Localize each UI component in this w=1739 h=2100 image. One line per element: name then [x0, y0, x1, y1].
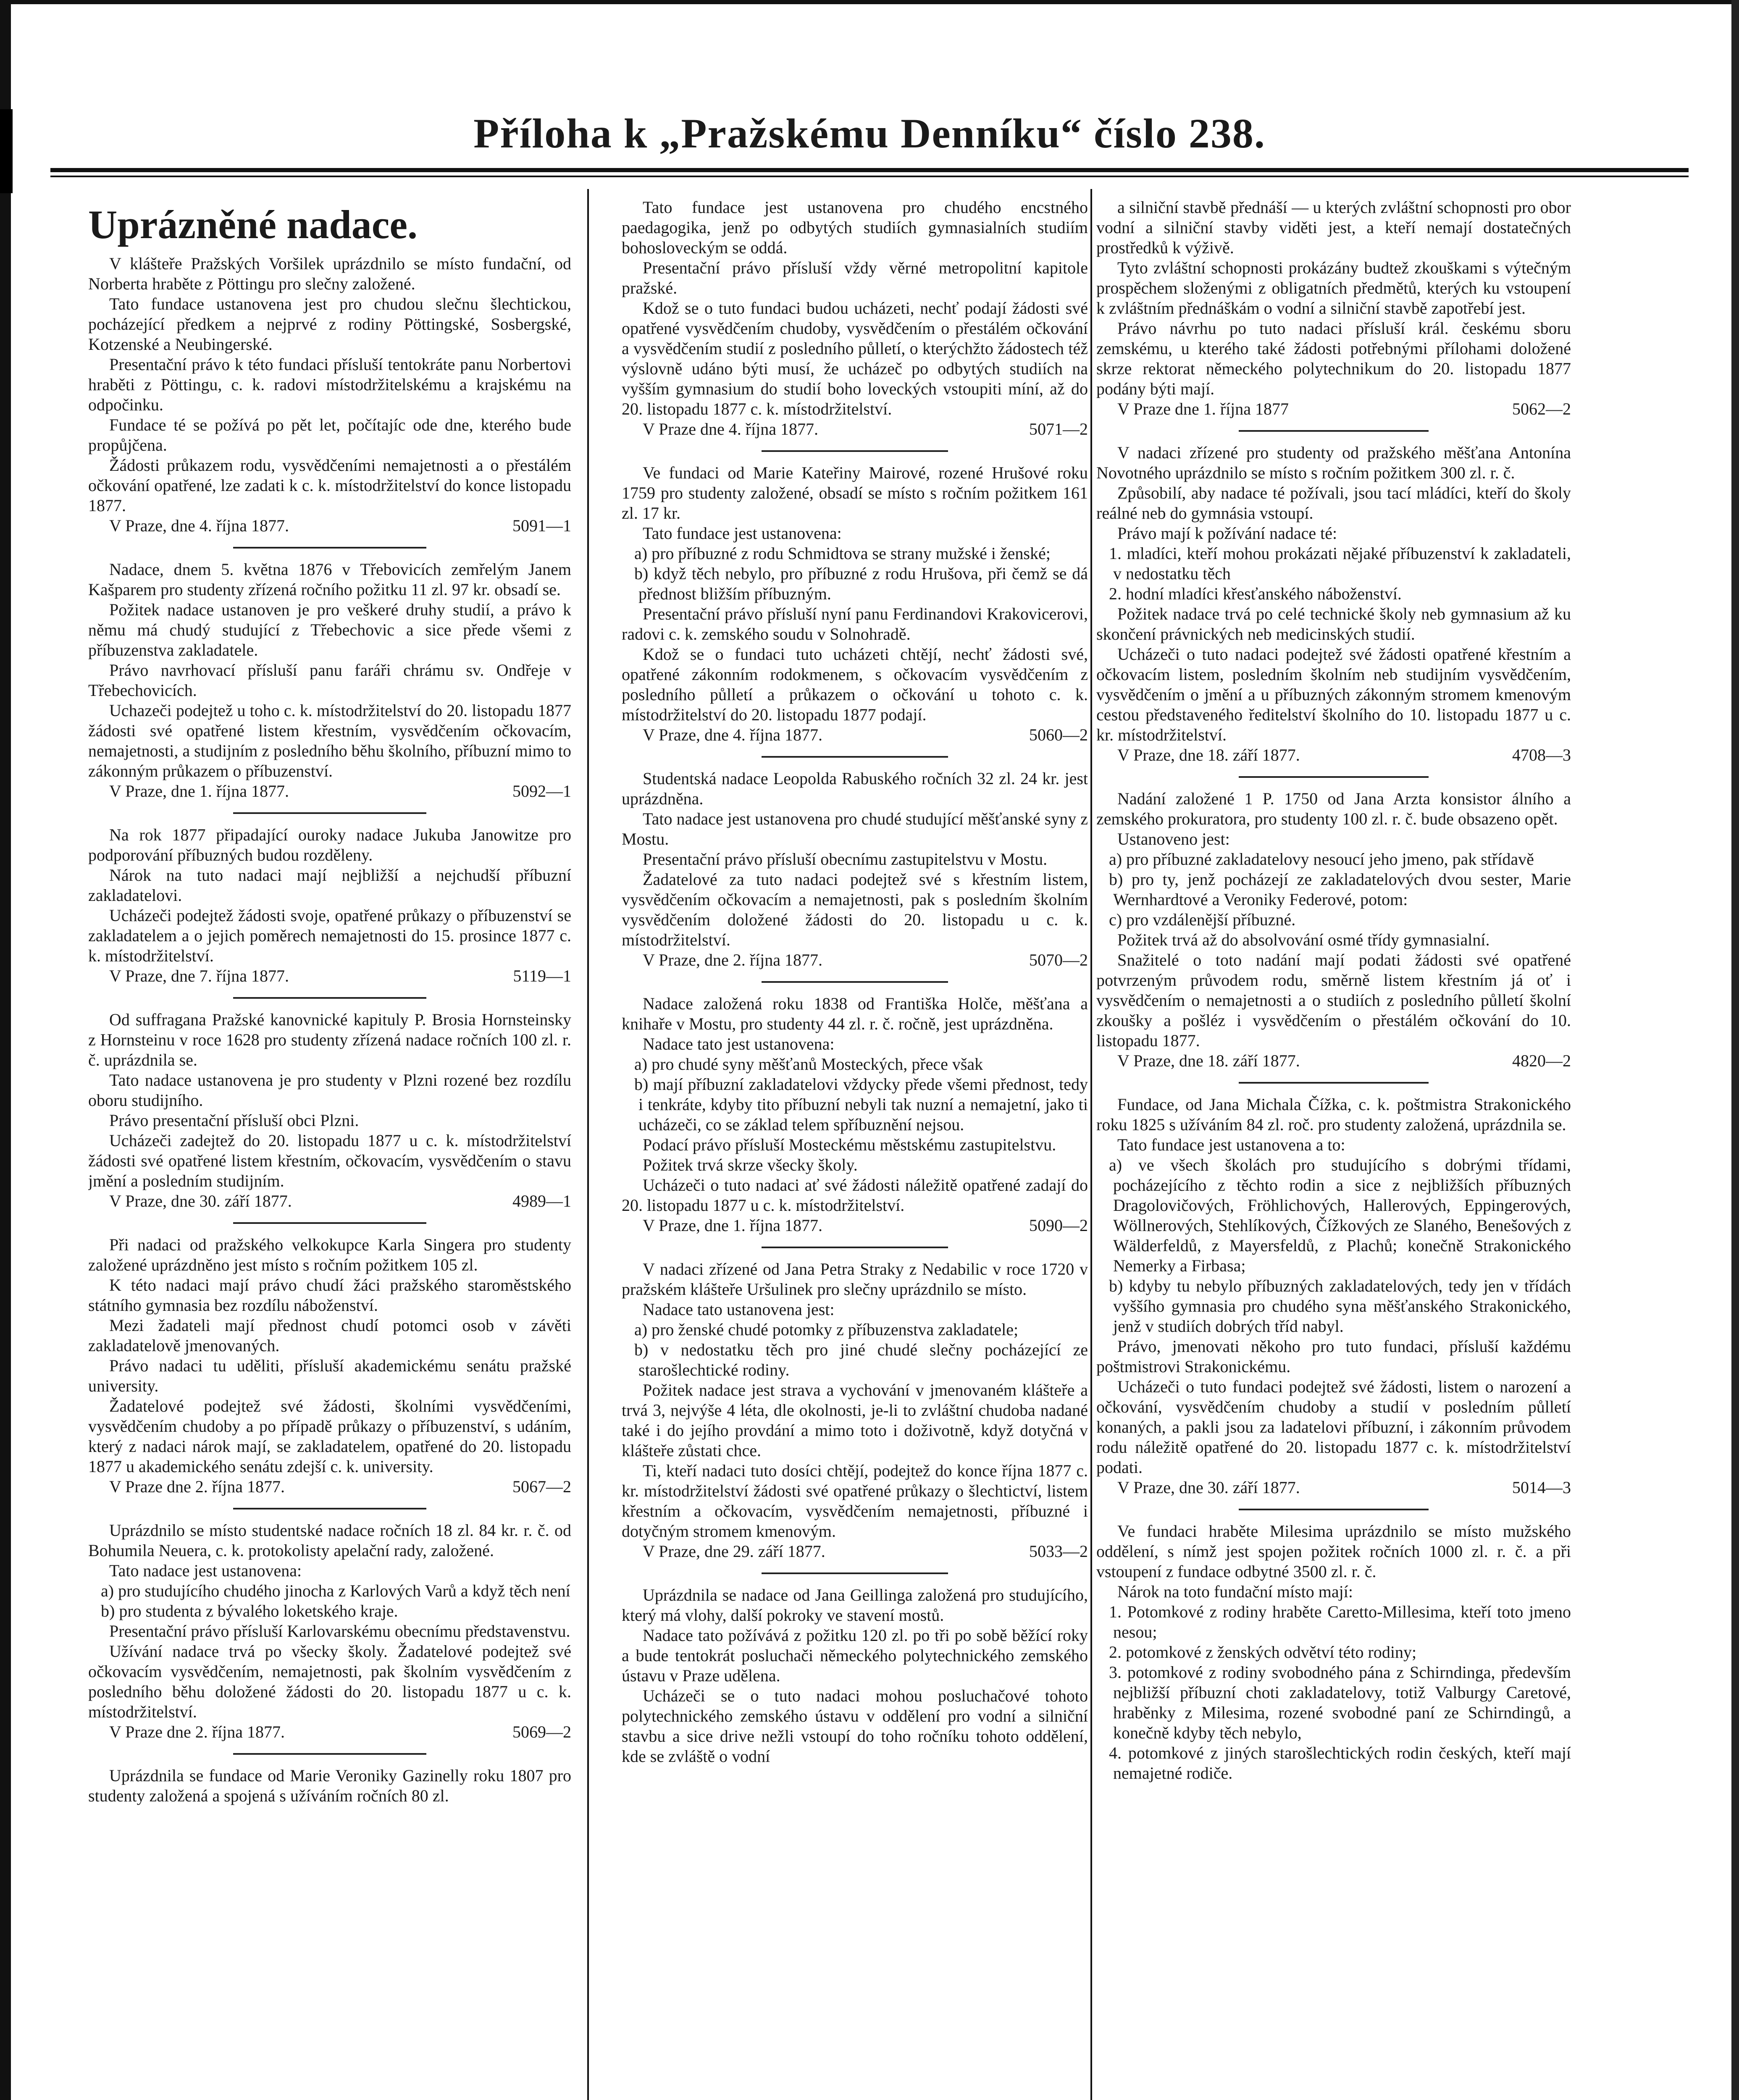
notice-paragraph: Ve fundaci od Marie Kateřiny Mairové, rozené Hrušové roku 1759 pro studenty založené, obsadí se místo s ročním požitkem 161 zl. 17 kr.	[622, 463, 1088, 522]
notice	[622, 994, 1088, 1236]
notice-list-item: 2. potomkové z ženských odvětví této rodiny;	[1109, 1643, 1417, 1662]
column-1	[88, 197, 571, 2100]
notice-paragraph: Požitek trvá až do absolvování osmé třídy gymnasialní.	[1117, 930, 1490, 949]
notice-reference-number: 4989—1	[512, 1192, 571, 1210]
notice	[1096, 1095, 1571, 1498]
notice-paragraph: Žadatelové podejtež své žádosti, školními vysvědčeními, vysvědčením chudoby a po případě průkazy o příbuzenství, s udáním, který z nadaci nárok mají, se zakladatelem, opatřené do 20. listopadu 1877 u akademického senátu zdejší c. k. university.	[88, 1396, 571, 1476]
notice-paragraph: Presentační právo přísluší nyní panu Ferdinandovi Krakovicerovi, radovi c. k. zemského soudu v Solnohradě.	[622, 604, 1088, 643]
notice-list-item: 1. Potomkové z rodiny hraběte Caretto-Millesima, kteří toto jmeno nesou;	[1109, 1602, 1571, 1641]
notice	[1096, 789, 1571, 1071]
notice-signature-line	[88, 1477, 571, 1497]
notice-paragraph: Podací právo přísluší Mosteckému městskému zastupitelstvu.	[643, 1135, 1056, 1154]
notice	[88, 559, 571, 801]
notice	[1096, 443, 1571, 765]
notice-paragraph: Ustanoveno jest:	[1117, 830, 1230, 848]
notice-reference-number: 4820—2	[1512, 1051, 1571, 1070]
notice-paragraph: Při nadaci od pražského velkokupce Karla Singera pro studenty založené uprázdněno jest místo s ročním požitkem 105 zl.	[88, 1235, 571, 1274]
notice-place-date: V Praze, dne 29. září 1877.	[643, 1542, 825, 1561]
notice-reference-number: 5033—2	[1029, 1542, 1088, 1561]
notice-place-date: V Praze, dne 30. září 1877.	[109, 1192, 292, 1210]
notice-list-item: 4. potomkové z jiných starošlechtických rodin českých, kteří mají nemajetné rodiče.	[1109, 1743, 1571, 1782]
notice-divider	[762, 450, 948, 452]
notice-list-item: a) pro studujícího chudého jinocha z Karlových Varů a když těch není	[101, 1581, 570, 1600]
scan-edge-top	[0, 0, 1739, 4]
notice-signature-line	[622, 419, 1088, 439]
notice-paragraph: Fundace té se požívá po pět let, počítajíc ode dne, kterého bude propůjčena.	[88, 415, 571, 454]
notice-paragraph: Kdož se o tuto fundaci budou ucházeti, nechť podají žádosti své opatřené vysvědčením chudoby, vysvědčením o přestálém očkování a vysvědčením studií z posledního půlletí, o kterýchžto žádostech též výslovně udáno býti musí, že ucházeč po odbytých studiích na vyšším gymnasium do studií boho loveckých vstoupiti míní, až do 20. listopadu 1877 c. k. místodržitelství.	[622, 299, 1088, 418]
notice-paragraph: Užívání nadace trvá po všecky školy. Žadatelové podejtež své očkovacím vysvědčením, nemajetnosti, pak školním vysvědčením z posledního běhu doložené žádosti do 20. listopadu 1877 u c. k. místodržitelství.	[88, 1642, 571, 1721]
notice-paragraph: Uprázdnila se nadace od Jana Geillinga založená pro studujícího, který má vlohy, další pokroky ve stavení mostů.	[622, 1586, 1088, 1625]
notice-list-item: b) v nedostatku těch pro jiné chudé slečny pocházející ze starošlechtické rodiny.	[634, 1340, 1088, 1379]
notice-divider	[762, 1572, 948, 1574]
notice-paragraph: Tato fundace jest ustanovena:	[643, 524, 842, 543]
notice-paragraph: Právo návrhu po tuto nadaci přísluší král. českému sboru zemskému, u kterého také žádosti potřebnými přílohami doložené skrze rektorat německého polytechnikum do 20. listopadu 1877 podány býti mají.	[1096, 319, 1571, 398]
notice-paragraph: Nárok na toto fundační místo mají:	[1117, 1582, 1353, 1601]
notice-paragraph: Právo, jmenovati někoho pro tuto fundaci, přísluší každému poštmistrovi Strakonickému.	[1096, 1337, 1571, 1376]
notice-list-item: a) ve všech školách pro studujícího s dobrými třídami, pocházejícího z těchto rodin a sice z nejbližších příbuzných Dragolovičových, Fröhlichových, Hallerových, Eppingerových, Wöllnerových, Stehlíkových, Čížkových ze Slaného, Benešových z Wälderfeldů, z Mayersfeldů, z Plachů; konečně Strakonického Nemerky a Firbasa;	[1109, 1155, 1571, 1275]
notice-divider	[233, 1222, 426, 1224]
notice	[1096, 197, 1571, 419]
header-rule	[50, 168, 1689, 172]
notice-paragraph: Právo nadaci tu uděliti, přísluší akademickému senátu pražské university.	[88, 1356, 571, 1395]
notice-reference-number: 5091—1	[512, 516, 571, 535]
notice-list-item: a) pro příbuzné z rodu Schmidtova se strany mužské i ženské;	[634, 544, 1051, 563]
notice-place-date: V Praze, dne 2. října 1877.	[643, 950, 823, 969]
notice-paragraph: Ucházeči o tuto nadaci ať své žádosti náležitě opatřené zadají do 20. listopadu 1877 u c. k. místodržitelství.	[622, 1176, 1088, 1215]
notice-list-item: a) pro chudé syny měšťanů Mosteckých, přece však	[634, 1055, 983, 1074]
notice-reference-number: 4708—3	[1512, 746, 1571, 764]
column-2	[622, 197, 1088, 2100]
notice-paragraph: Uchazeči podejtež u toho c. k. místodržitelství do 20. listopadu 1877 žádosti své opatřené listem křestním, vysvědčením očkovacím, nemajetnosti, a studijním z posledního běhu školního, příbuzní mimo to zákonným průkazem o příbuzenství.	[88, 701, 571, 780]
notice-signature-line	[622, 1541, 1088, 1562]
notice-paragraph: Ucházeči o tuto nadaci podejtež své žádosti opatřené křestním a očkovacím listem, posledním školním neb studijním vysvědčením, vysvědčením o jmění a u příbuzných zákonným stromem kmenovým cestou představeného ředitelství školního do 10. listopadu 1877 u c. kr. místodržitelství.	[1096, 645, 1571, 744]
notice-signature-line	[622, 1215, 1088, 1236]
notice-list-item: a) pro ženské chudé potomky z příbuzenstva zakladatele;	[634, 1320, 1019, 1339]
notice-signature-line	[1096, 745, 1571, 765]
notice-place-date: V Praze, dne 1. října 1877.	[643, 1216, 823, 1235]
notice	[88, 1010, 571, 1211]
notice-list-item: 2. hodní mladíci křesťanského náboženství.	[1109, 584, 1402, 603]
notice-place-date: V Praze dne 4. října 1877.	[643, 420, 819, 438]
notice-paragraph: Uprázdnila se fundace od Marie Veroniky Gazinelly roku 1807 pro studenty založená a spojená s užíváním ročních 80 zl.	[88, 1766, 571, 1805]
notice-paragraph: Způsobilí, aby nadace té požívali, jsou tací mládíci, kteří do školy reálné neb do gymnásia vstoupí.	[1096, 483, 1571, 522]
notice-paragraph: Požitek nadace ustanoven je pro veškeré druhy studií, a právo k němu má chudý studující z Třebechovic a sice přede všemi z příbuzenstva zakladatele.	[88, 600, 571, 659]
notice-paragraph: Kdož se o fundaci tuto ucházeti chtějí, nechť žádosti své, opatřené zákonním rodokmenem, s očkovacím vysvědčením z posledního půlletí a průkazem o očkování u tohoto c. k. místodržitelství do 20. listopadu 1877 podají.	[622, 645, 1088, 724]
notice-reference-number: 5069—2	[512, 1722, 571, 1741]
notice-reference-number: 5060—2	[1029, 725, 1088, 744]
page-header-title: Příloha k „Pražskému Denníku“ číslo 238.	[473, 110, 1266, 157]
notice-paragraph: V klášteře Pražských Voršilek uprázdnilo se místo fundační, od Norberta hraběte z Pöttingu pro slečny založené.	[88, 254, 571, 293]
notice-paragraph: Fundace, od Jana Michala Čížka, c. k. poštmistra Strakonického roku 1825 s užíváním 84 zl. roč. pro studenty založená, uprázdnila se.	[1096, 1095, 1571, 1134]
notice-paragraph: Požitek trvá skrze všecky školy.	[643, 1155, 858, 1174]
notice-place-date: V Praze, dne 7. října 1877.	[109, 966, 289, 985]
notice-paragraph: Nadace, dnem 5. května 1876 v Třebovicích zemřelým Janem Kašparem pro studenty zřízená ročního požitku 11 zl. 97 kr. obsadí se.	[88, 560, 571, 599]
notice-paragraph: Nárok na tuto nadaci mají nejbližší a nejchudší příbuzní zakladatelovi.	[88, 866, 571, 905]
notice-signature-line	[88, 966, 571, 986]
notice-place-date: V Praze dne 1. října 1877	[1117, 399, 1289, 418]
section-title: Uprázněné nadace.	[88, 202, 418, 247]
notice-paragraph: Uprázdnilo se místo studentské nadace ročních 18 zl. 84 kr. r. č. od Bohumila Neuera, c. k. protokolisty apelační rady, založené.	[88, 1521, 571, 1560]
notice-paragraph: Tato nadace jest ustanovena pro chudé studující měšťanské syny z Mostu.	[622, 809, 1088, 848]
notice	[88, 1766, 571, 1806]
notice-divider	[1239, 776, 1429, 778]
notice-paragraph: V nadaci zřízené od Jana Petra Straky z Nedabilic v roce 1720 v pražském klášteře Uršulinek pro slečny uprázdnilo se místo.	[622, 1260, 1088, 1299]
notice-divider	[1239, 430, 1429, 432]
notice-paragraph: Tato fundace jest ustanovena pro chudého encstného paedagogika, jenž po odbytých studiích gymnasialních studiím bohosloveckým se oddá.	[622, 198, 1088, 257]
notice	[88, 1235, 571, 1497]
notice-place-date: V Praze, dne 4. října 1877.	[109, 516, 289, 535]
notice-list-item: 3. potomkové z rodiny svobodného pána z Schirndinga, především nejbližší příbuzní choti zakladatelovy, totiž Valburgy Caretové, hraběnky z Milesima, rozené svobodné paní ze Schirndingů, a konečně kdyby těch nebylo,	[1109, 1663, 1571, 1742]
notice-place-date: V Praze, dne 4. října 1877.	[643, 725, 823, 744]
notice-paragraph: Snažitelé o toto nadání mají podati žádosti své opatřené potvrzeným průvodem rodu, směrně listem křestním já oť i vysvědčením o nemajetnosti a o studiích z posledního půlletí školní zkoušky a pošléz i vysvědčením o přestálém očkování do 10. listopadu 1877.	[1096, 950, 1571, 1050]
notice-reference-number: 5119—1	[513, 966, 571, 985]
notice-paragraph: Ti, kteří nadaci tuto dosíci chtějí, podejtež do konce října 1877 c. kr. místodržitelství žádosti své opatřené průkazy o šlechtictví, listem křestním a očkovacím, vysvědčením nemajetnosti, příbuzné i dotyčným stromem kmenovým.	[622, 1461, 1088, 1541]
notice-paragraph: Nadace tato ustanovena jest:	[643, 1300, 835, 1319]
notice-list-item: b) kdyby tu nebylo příbuzných zakladatelových, tedy jen v třídách vyššího gymnasia pro chudého syna měšťanského Strakonického, jenž v studiích dobrých tříd nabyl.	[1109, 1276, 1571, 1336]
notice-divider	[233, 1508, 426, 1509]
notice-list-item: b) když těch nebylo, pro příbuzné z rodu Hrušova, při čemž se dá přednost bližším příbuzným.	[634, 564, 1088, 603]
notice-list-item: 1. mladíci, kteří mohou prokázati nějaké příbuzenství k zakladateli, v nedostatku těch	[1109, 544, 1571, 583]
notice-place-date: V Praze, dne 30. září 1877.	[1117, 1478, 1300, 1497]
notice-paragraph: a silniční stavbě přednáší — u kterých zvláštní schopnosti pro obor vodní a silniční stavby viděti jest, a kteří nemají dostatečných prostředků k výživě.	[1096, 198, 1571, 257]
notice-paragraph: Nadace tato jest ustanovena:	[643, 1034, 835, 1053]
notice-reference-number: 5090—2	[1029, 1216, 1088, 1235]
notice-paragraph: Presentační právo k této fundaci přísluší tentokráte panu Norbertovi hraběti z Pöttingu, c. k. radovi místodržitelskému a krajskému na odpočinku.	[88, 355, 571, 414]
notice-place-date: V Praze dne 2. října 1877.	[109, 1722, 285, 1741]
notice-paragraph: Tato fundace ustanovena jest pro chudou slečnu šlechtickou, pocházející předkem a nejprvé z rodiny Pöttingské, Sosbergské, Kotzenské a Neubingerské.	[88, 294, 571, 354]
notice-paragraph: Studentská nadace Leopolda Rabuského ročních 32 zl. 24 kr. jest uprázdněna.	[622, 769, 1088, 808]
notice	[622, 1585, 1088, 1767]
notice-list-item: a) pro příbuzné zakladatelovy nesoucí jeho jmeno, pak střídavě	[1109, 850, 1534, 869]
notice-list-item: b) mají příbuzní zakladatelovi vždycky přede všemi přednost, tedy i tenkráte, kdyby tito příbuzní nebyli tak nuzní a nemajetní, jako ti ucházeči, co se základ telem spříbuznění nejsou.	[634, 1075, 1088, 1134]
column-separator	[587, 189, 589, 2100]
notice-list-item: c) pro vzdálenější příbuzné.	[1109, 910, 1296, 929]
notice-paragraph: V nadaci zřízené pro studenty od pražského měšťana Antonína Novotného uprázdnilo se místo s ročním požitkem 300 zl. r. č.	[1096, 443, 1571, 482]
notice	[622, 463, 1088, 745]
notice-reference-number: 5014—3	[1512, 1478, 1571, 1497]
notice-paragraph: Presentační právo přísluší vždy věrné metropolitní kapitole pražské.	[622, 258, 1088, 297]
column-separator	[1090, 189, 1092, 2100]
notice-list-item: b) pro studenta z bývalého loketského kraje.	[101, 1601, 398, 1620]
notice-divider	[233, 812, 426, 814]
notice-paragraph: Nadání založené 1 P. 1750 od Jana Arzta konsistor álního a zemského prokuratora, pro studenty 100 zl. r. č. bude obsazeno opět.	[1096, 789, 1571, 828]
notice-paragraph: Právo presentační přísluší obci Plzni.	[109, 1111, 359, 1130]
scan-edge-left	[0, 0, 11, 2100]
notice-reference-number: 5067—2	[512, 1477, 571, 1496]
notice-signature-line	[1096, 1051, 1571, 1071]
notice-paragraph: Právo navrhovací přísluší panu faráři chrámu sv. Ondřeje v Třebechovicích.	[88, 661, 571, 700]
notice-paragraph: K této nadaci mají právo chudí žáci pražského staroměstského státního gymnasia bez rozdílu náboženství.	[88, 1276, 571, 1315]
notice	[1096, 1521, 1571, 1783]
notice-paragraph: Ucházeči o tuto fundaci podejtež své žádosti, listem o narození a očkování, vysvědčením chudoby a studií v posledním půlletí konaných, a pakli jsou za ladatelovi příbuzní, i zákonním průvodem rodu náležitě opatřené do 20. listopadu 1877 c. k. místodržitelství podati.	[1096, 1377, 1571, 1477]
notice	[88, 825, 571, 986]
notice-list-item: b) pro ty, jenž pocházejí ze zakladatelových dvou sester, Marie Wernhardtové a Veroniky Federové, potom:	[1109, 870, 1571, 909]
notice-paragraph: Požitek nadace jest strava a vychování v jmenovaném klášteře a trvá 3, nejvýše 4 léta, dle okolnosti, je-li to zvláštní chudoba nadané také i do jejího provdání a mimo toto i doživotně, když dotyčná v klášteře zůstati chce.	[622, 1381, 1088, 1460]
notice-divider	[762, 756, 948, 758]
scan-edge-right	[1731, 0, 1739, 2100]
notice-divider	[1239, 1082, 1429, 1084]
notice-paragraph: Tato nadace jest ustanovena:	[109, 1561, 302, 1580]
notice	[622, 769, 1088, 970]
notice-paragraph: Na rok 1877 připadající ouroky nadace Jukuba Janowitze pro podporování příbuzných budou rozděleny.	[88, 825, 571, 864]
notice	[622, 197, 1088, 439]
notice-divider	[762, 1247, 948, 1248]
notice-place-date: V Praze, dne 18. září 1877.	[1117, 746, 1300, 764]
notice-paragraph: Tyto zvláštní schopnosti prokázány budtež zkouškami s výtečným prospěchem složenými z obligatních předmětů, kterých ku vstoupení k zvláštním přednáškám o vodní a silniční stavbě zapotřebí jest.	[1096, 258, 1571, 318]
notice-paragraph: Právo mají k požívání nadace té:	[1117, 524, 1337, 543]
notice-paragraph: Ucházeči zadejtež do 20. listopadu 1877 u c. k. místodržitelství žádosti své opatřené listem křestním, očkovacím, vysvědčením o stavu jmění a posledním studijním.	[88, 1131, 571, 1190]
notice-paragraph: Žádosti průkazem rodu, vysvědčeními nemajetnosti a o přestálém očkování opatřené, lze zadati k c. k. místodržitelství do konce listopadu 1877.	[88, 456, 571, 515]
notice-paragraph: Ucházeči podejtež žádosti svoje, opatřené průkazy o příbuzenství se zakladatelem a o jejich poměrech nemajetnosti do 15. prosince 1877 c. k. místodržitelství.	[88, 906, 571, 965]
notice	[622, 1259, 1088, 1562]
notice-divider	[233, 997, 426, 999]
notice-paragraph: Presentační právo přísluší Karlovarskému obecnímu představenstvu.	[109, 1622, 570, 1641]
notice-place-date: V Praze, dne 1. října 1877.	[109, 782, 289, 801]
notice	[88, 1520, 571, 1742]
notice-signature-line	[88, 1191, 571, 1211]
header-rule-thin	[50, 176, 1689, 177]
notice-reference-number: 5092—1	[512, 782, 571, 801]
notice-place-date: V Praze dne 2. října 1877.	[109, 1477, 285, 1496]
notice-paragraph: Nadace tato požívává z požitku 120 zl. po tři po sobě běžící roky a bude tentokrát posluchači německého polytechnického zemského ústavu v Praze udělena.	[622, 1626, 1088, 1685]
notice-paragraph: Od suffragana Pražské kanovnické kapituly P. Brosia Hornsteinsky z Hornsteinu v roce 1628 pro studenty zřízená nadace ročních 100 zl. r. č. uprázdnila se.	[88, 1010, 571, 1069]
notice-divider	[233, 1753, 426, 1755]
notice-reference-number: 5071—2	[1029, 420, 1088, 438]
notice-paragraph: Tato nadace ustanovena je pro studenty v Plzni rozené bez rozdílu oboru studijního.	[88, 1071, 571, 1110]
notice-signature-line	[622, 950, 1088, 970]
notice-paragraph: Požitek nadace trvá po celé technické školy neb gymnasium až ku skončení právnických neb medicinských studií.	[1096, 604, 1571, 643]
notice-reference-number: 5062—2	[1512, 399, 1571, 418]
notice-paragraph: Mezi žadateli mají přednost chudí potomci osob v závěti zakladatelově jmenovaných.	[88, 1316, 571, 1355]
notice-signature-line	[622, 725, 1088, 745]
notice-paragraph: Žadatelové za tuto nadaci podejtež své s křestním listem, vysvědčením očkovacím a nemajetnosti, pak s posledním školním vysvědčením doložené žádosti do 20. listopadu u c. k. místodržitelství.	[622, 870, 1088, 949]
notice-signature-line	[1096, 1478, 1571, 1498]
notice-paragraph: Ve fundaci hraběte Milesima uprázdnilo se místo mužského oddělení, s nímž jest spojen požitek ročních 1000 zl. r. č. a při vstoupení z fundace odbytné 3500 zl. r. č.	[1096, 1522, 1571, 1581]
notice-divider	[233, 547, 426, 549]
notice-paragraph: Ucházeči se o tuto nadaci mohou posluchačové tohoto polytechnického zemského ústavu v oddělení pro vodní a silniční stavbu a sice drive nežli vstoupí do toho ročníku tohoto oddělení, kde se zvláště o vodní	[622, 1686, 1088, 1766]
column-3	[1096, 197, 1571, 2100]
notice-paragraph: Nadace založená roku 1838 od Františka Holče, měšťana a knihaře v Mostu, pro studenty 44 zl. r. č. ročně, jest uprázdněna.	[622, 994, 1088, 1033]
notice-signature-line	[88, 781, 571, 801]
notice-signature-line	[88, 1722, 571, 1742]
notice-divider	[1239, 1509, 1429, 1510]
notice-paragraph: Tato fundace jest ustanovena a to:	[1117, 1135, 1345, 1154]
notice	[88, 254, 571, 536]
notice-divider	[762, 981, 948, 983]
notice-signature-line	[88, 516, 571, 536]
notice-paragraph: Presentační právo přísluší obecnímu zastupitelstvu v Mostu.	[643, 850, 1048, 869]
notice-reference-number: 5070—2	[1029, 950, 1088, 969]
notice-place-date: V Praze, dne 18. září 1877.	[1117, 1051, 1300, 1070]
notice-signature-line	[1096, 399, 1571, 419]
